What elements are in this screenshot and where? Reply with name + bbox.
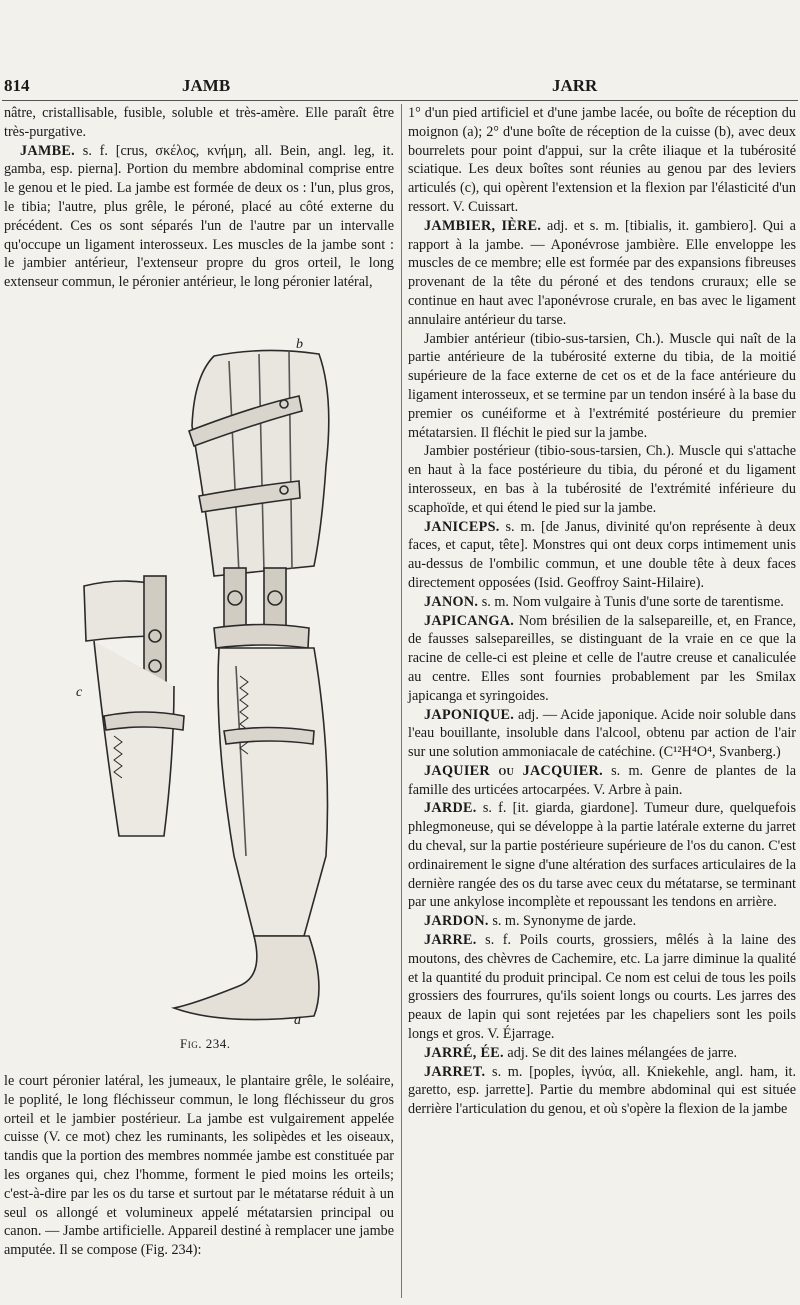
headword-janon: JANON.	[424, 593, 479, 610]
page-header	[0, 76, 800, 100]
headword-jambe: JAMBE.	[20, 142, 76, 159]
entry-janiceps-text: s. m. [de Janus, divinité qu'on représente à deux faces, et caput, tête]. Monstres qui ont deux corps intimement unis au-dessus de l'ombilic commun, et une double tête à deux faces directement opposées (Isid. Geoffroy Saint-Hilaire).	[408, 518, 796, 591]
artificial-leg-illustration	[64, 336, 394, 1026]
entry-jarre-adj-text: adj. Se dit des laines mélangées de jarre.	[503, 1044, 738, 1061]
entry-japonique	[408, 706, 796, 762]
entry-japicanga-text: Nom brésilien de la salsepareille, et, en France, de fausses salsepareilles, se distinguant de la vraie en ce que la racine de celle-ci est pleine et celle de l'autre creuse et canaliculée au centre. Elles sont fournies probablement par les Smilax japicanga et syringoides.	[408, 612, 796, 704]
figure-label-a: a	[294, 1013, 301, 1026]
header-rule	[2, 100, 798, 101]
entry-jambe-text: s. f. [crus, σκέλος, κνήμη, all. Bein, angl. leg, it. gamba, esp. pierna]. Portion du membre abdominal comprise entre le genou et le pied. La jambe est formée de deux os : l'un, plus gros, le tibia; l'autre, plus grêle, le péroné, placé au côté externe du précédent. Ces os sont séparés l'un de l'autre par un intervalle qu'occupe un ligament interosseux. Les muscles de la jambe sont : le jambier antérieur, l'extenseur propre du gros orteil, le long extenseur commun, le péronier antérieur, le long péronier latéral,	[4, 142, 394, 291]
entry-jaquier-text: s. m. Genre de plantes de la famille des urticées artocarpées. V. Arbre à pain.	[408, 762, 796, 798]
entry-jambe	[4, 142, 394, 292]
figure-label-b: b	[296, 337, 303, 352]
entry-janon-text: s. m. Nom vulgaire à Tunis d'une sorte de tarentisme.	[478, 593, 784, 610]
figure-label-c: c	[76, 685, 83, 700]
right-guide-word: JARR	[552, 76, 598, 95]
figure-caption: Fig. 234.	[180, 1036, 231, 1051]
entry-janon	[408, 593, 796, 612]
page-number: 814	[4, 76, 30, 95]
entry-japicanga	[408, 612, 796, 706]
entry-jambier-posterieur: Jambier postérieur (tibio-sous-tarsien, Ch.). Muscle qui s'attache en haut à la face postérieure du tibia, du péroné et du ligament interosseux, en bas à la tubérosité de l'extrémité inférieure du scaphoïde, et qui étend le pied sur la jambe.	[408, 443, 796, 516]
headword-jardon: JARDON.	[424, 913, 489, 930]
entry-janiceps	[408, 518, 796, 593]
entry-jambe-end: 1° d'un pied artificiel et d'une jambe lacée, ou boîte de réception du moignon (a); 2° d'une boîte de réception de la cuisse (b), avec deux bourrelets pour point d'appui, sur la crête iliaque et la tubérosité sciatique. Les deux boîtes sont réunies au genou par des leviers articulés (c), qui opèrent l'extension et la flexion par l'élasticité d'un ressort. V. Cuissart.	[408, 105, 796, 215]
figure-artificial-leg	[64, 336, 394, 1026]
entry-jarde	[408, 799, 796, 912]
left-column-top	[4, 104, 394, 292]
entry-jambier-text: adj. et s. m. [tibialis, it. gambiero]. Qui a rapport à la jambe. — Aponévrose jambière. Elle enveloppe les muscles de ce membre; elle est formée par des expansions fibreuses provenant de la tête du péroné et des tendons cruraux; elle se continue en haut avec l'aponévrose crurale, en bas avec le ligament annulaire antérieur du tarse.	[408, 217, 796, 328]
entry-jambier-anterieur: Jambier antérieur (tibio-sus-tarsien, Ch.). Muscle qui naît de la partie antérieure de la tubérosité externe du tibia, de la moitié supérieure de la face externe de cet os et de la face antérieure du ligament interosseux, et se termine par un tendon inséré à la base du premier os cunéiforme et à l'extrémité postérieure du premier métatarsien. Il fléchit le pied sur la jambe.	[408, 330, 796, 441]
headword-janiceps: JANICEPS.	[424, 518, 500, 535]
entry-jambe-continuation: le court péronier latéral, les jumeaux, le plantaire grêle, le soléaire, le poplité, le long fléchisseur commun, le long fléchisseur du gros orteil et le jambier postérieur. La jambe est vulgairement appelée cuisse (V. ce mot) chez les ruminants, les solipèdes et les oiseaux, tandis que la portion des membres nommée jambe est constituée par les organes qui, chez l'homme, forment le pied moins les orteils; c'est-à-dire par les os du tarse et surtout par le métatarse réduit à un seul os allongé et volumineux appelé métatarsien principal ou canon. — Jambe artificielle. Appareil destiné à remplacer une jambe amputée. Il se compose (Fig. 234):	[4, 1073, 394, 1259]
headword-jarre: JARRE.	[424, 932, 477, 949]
entry-continuation: nâtre, cristallisable, fusible, soluble et très-amère. Elle paraît être très-purgative.	[4, 105, 394, 140]
headword-jambier: JAMBIER, IÈRE.	[424, 217, 542, 234]
entry-jarre	[408, 931, 796, 1044]
entry-jarret-text: s. m. [poples, ἰγνύα, all. Kniekehle, angl. ham, it. garetto, esp. jarrette]. Partie du membre abdominal qui est située derrière l'articulation du genou, et où s'opère la flexion de la jambe	[408, 1063, 796, 1118]
left-column-bottom	[4, 1072, 394, 1260]
right-column	[408, 104, 796, 1119]
headword-japonique: JAPONIQUE.	[424, 706, 515, 723]
entry-jarre-adj	[408, 1044, 796, 1063]
headword-japicanga: JAPICANGA.	[424, 612, 515, 629]
entry-jambier	[408, 217, 796, 330]
column-divider	[401, 104, 402, 1298]
entry-jarre-text: s. f. Poils courts, grossiers, mêlés à la laine des moutons, des chèvres de Cachemire, etc. La jarre diminue la qualité et la quantité du produit principal. Ce nom est celui de tous les poils grossiers des fourrures, qu'ils soient longs ou courts. Les jarres des peaux de lapin qui sont rejetées par les chapeliers sont les poils longs et gros. V. Éjarrage.	[408, 932, 796, 1043]
entry-jardon	[408, 912, 796, 931]
entry-jaquier	[408, 762, 796, 800]
headword-jaquier: JAQUIER ou JACQUIER.	[424, 762, 603, 779]
headword-jarde: JARDE.	[424, 800, 477, 817]
left-guide-word: JAMB	[182, 76, 231, 95]
entry-japonique-text: adj. — Acide japonique. Acide noir soluble dans l'eau bouillante, insoluble dans l'alcool, obtenu par action de l'air sur une solution ammoniacale de catéchine. (C¹²H⁴O⁴, Svanberg.)	[408, 706, 796, 761]
entry-jardon-text: s. m. Synonyme de jarde.	[488, 913, 637, 930]
headword-jarre-adj: JARRÉ, ÉE.	[424, 1044, 504, 1061]
entry-jarret	[408, 1063, 796, 1119]
headword-jarret: JARRET.	[424, 1063, 486, 1080]
entry-jarde-text: s. f. [it. giarda, giardone]. Tumeur dure, quelquefois phlegmoneuse, qui se développe à la partie latérale externe du jarret du cheval, sur la partie postérieure supérieure de l'os du canon. C'est ordinairement le signe d'une altération des surfaces articulaires de la dernière rangée des os du tarse avec ceux du métatarse, se terminant par une ankylose incomplète et repoussant les tendons en arrière.	[408, 800, 796, 911]
